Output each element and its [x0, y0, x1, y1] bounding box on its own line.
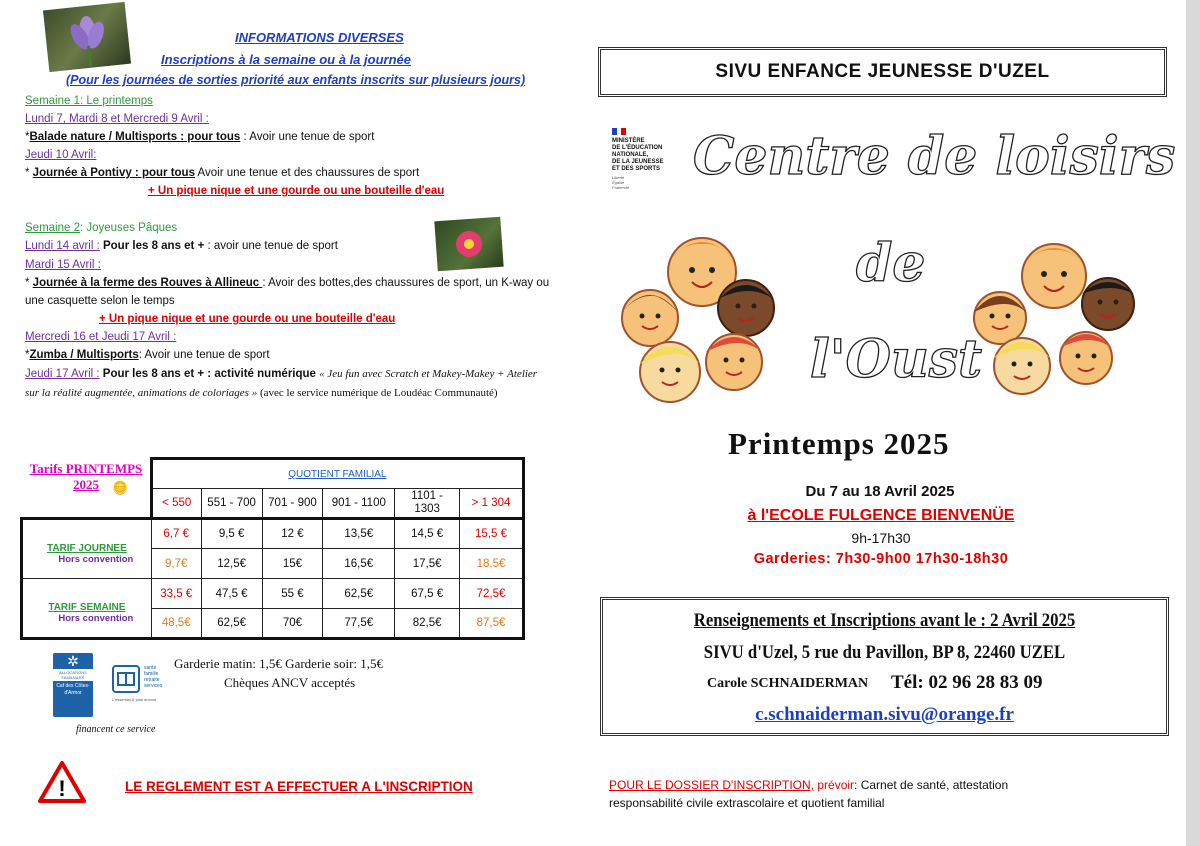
- week1-extra: + Un pique nique et une gourde ou une bouteille d'eau: [148, 185, 445, 197]
- cell: 9,5 €: [201, 519, 262, 549]
- caf-star-icon: ✲: [67, 653, 79, 669]
- crocus-photo: [43, 2, 131, 72]
- cell: 9,7€: [151, 549, 201, 579]
- cell: 15,5 €: [460, 519, 524, 549]
- semaine-hors: Hors convention: [58, 613, 134, 624]
- caf-text2: Caf des Côtes-d'Armor: [56, 683, 90, 696]
- week1-dates2: Jeudi 10 Avril:: [25, 149, 97, 161]
- warning-icon: [38, 760, 86, 804]
- semaine-label: TARIF SEMAINE: [48, 602, 126, 613]
- act2-name: Journée à Pontivy : pour tous: [32, 167, 195, 179]
- cell: 12 €: [262, 519, 323, 549]
- cell: 62,5€: [323, 579, 395, 609]
- d4-italic: « Jeu fun avec Scratch et Makey-Makey + Atelier: [319, 368, 538, 380]
- act1-name: Balade nature / Multisports : pour tous: [29, 131, 241, 143]
- tarif-title: Tarifs PRINTEMPS 2025: [29, 461, 143, 492]
- cell: 72,5€: [460, 579, 524, 609]
- week2-title-prefix: Semaine 2: [25, 222, 80, 234]
- cell: 70€: [262, 609, 323, 639]
- ministry-motto: Liberté: [612, 175, 625, 180]
- rose-photo: [434, 217, 503, 271]
- warning-glyph: !: [58, 776, 66, 801]
- cell: 67,5 €: [395, 579, 460, 609]
- cell: 62,5€: [201, 609, 262, 639]
- cell: 15€: [262, 549, 323, 579]
- cell: 13,5€: [323, 519, 395, 549]
- week2-day4-line2: [25, 386, 498, 401]
- org-title: SIVU ENFANCE JEUNESSE D'UZEL: [715, 61, 1050, 82]
- d1-bold: Pour les 8 ans et +: [99, 240, 208, 252]
- week1-activity2: * Journée à Pontivy : pour tous Avoir une tenue et des chaussures de sport: [25, 167, 420, 179]
- week2-day1: [25, 239, 338, 254]
- header-cell: 551 - 700: [201, 489, 262, 519]
- cell: 87,5€: [460, 609, 524, 639]
- info-line2: SIVU d'Uzel, 5 rue du Pavillon, BP 8, 22460 UZEL: [703, 642, 1066, 663]
- contact-name: Carole SCHNAIDERMAN: [707, 676, 869, 691]
- info-heading: INFORMATIONS DIVERSES: [235, 30, 404, 45]
- msa-text: santé famille retraite services: [144, 665, 163, 689]
- week2-title-suffix: : Joyeuses Pâques: [79, 222, 178, 234]
- info-subheading: Inscriptions à la semaine ou à la journée: [161, 52, 411, 67]
- d4-italic2: sur la réalité augmentée, animations de coloriages »: [25, 387, 258, 399]
- org-title-box: [598, 47, 1167, 97]
- journee-label: TARIF JOURNEE: [46, 543, 127, 554]
- journee-label-cell: [22, 519, 152, 579]
- crocus-flower-icon: [43, 2, 131, 72]
- act1-text: : Avoir une tenue de sport: [240, 131, 375, 143]
- cell: 18,5€: [460, 549, 524, 579]
- cell: 82,5€: [395, 609, 460, 639]
- dossier-prevoir: prévoir: [817, 778, 855, 792]
- farm-name: Journée à la ferme des Rouves à Allineuc: [32, 277, 263, 289]
- kids-circle-left-illustration: [610, 222, 790, 412]
- farm-activity: * Journée à la ferme des Rouves à Allineuc : Avoir des bottes,des chaussures de sport, un K-way ou: [25, 277, 550, 289]
- garderies: Garderies: 7h30-9h00 17h30-18h30: [753, 551, 1009, 567]
- header-cell: 901 - 1100: [323, 489, 395, 519]
- d1-date: Lundi 14 avril :: [25, 240, 100, 252]
- priority-note: (Pour les journées de sorties priorité aux enfants inscrits sur plusieurs jours): [66, 73, 526, 87]
- financent-note: financent ce service: [76, 724, 156, 735]
- dossier-text: : Carnet de santé, attestation: [854, 778, 1009, 792]
- header-cell: 1101 - 1303: [395, 489, 460, 519]
- cell: 77,5€: [323, 609, 395, 639]
- msa-icon: [114, 667, 138, 691]
- email-link[interactable]: c.schnaiderman.sivu@orange.fr: [755, 704, 1014, 725]
- french-flag-icon: [612, 128, 626, 135]
- cell: 55 €: [262, 579, 323, 609]
- cell: 48,5€: [151, 609, 201, 639]
- cell: 6,7 €: [151, 519, 201, 549]
- ministry-line: DE L'ÉDUCATION: [612, 145, 663, 151]
- week2-extra: + Un pique nique et une gourde ou une bouteille d'eau: [99, 313, 396, 325]
- week2-day2: Mardi 15 Avril :: [25, 259, 101, 271]
- caf-text: ALLOCATIONS FAMILIALES: [53, 669, 93, 681]
- week1-dates1: Lundi 7, Mardi 8 et Mercredi 9 Avril :: [25, 113, 209, 125]
- info-box: [600, 597, 1169, 736]
- page-edge: [1186, 0, 1200, 846]
- school: à l'ECOLE FULGENCE BIENVENÜE: [747, 507, 1015, 524]
- farm-text: : Avoir des bottes,des chaussures de sport, un K-way ou: [262, 277, 550, 289]
- header-cell: < 550: [151, 489, 201, 519]
- dates: Du 7 au 18 Avril 2025: [805, 483, 955, 500]
- caf-logo: [53, 653, 93, 717]
- farm-text2: une casquette selon le temps: [25, 295, 175, 307]
- cell: 12,5€: [201, 549, 262, 579]
- dossier-label: POUR LE DOSSIER D'INSCRIPTION,: [609, 778, 814, 792]
- zumba-activity: *Zumba / Multisports: Avoir une tenue de sport: [25, 349, 270, 361]
- garderie-prices: Garderie matin: 1,5€ Garderie soir: 1,5€: [174, 656, 384, 671]
- kids-circle-right-illustration: [962, 232, 1142, 402]
- ministry-line: DE LA JEUNESSE: [612, 159, 664, 165]
- cell: 33,5 €: [151, 579, 201, 609]
- week2-title: [25, 221, 177, 236]
- msa-text2: L'essentiel & plus encore: [112, 697, 157, 702]
- journee-hors: Hors convention: [58, 554, 134, 565]
- centre-title-line3: l'Oust: [810, 329, 983, 390]
- cell: 14,5 €: [395, 519, 460, 549]
- cell: 47,5 €: [201, 579, 262, 609]
- dossier-text2: responsabilité civile extrascolaire et quotient familial: [609, 796, 885, 810]
- msa-logo: [112, 665, 140, 693]
- zumba-text: : Avoir une tenue de sport: [138, 349, 270, 361]
- contact-tel: Tél: 02 96 28 83 09: [891, 672, 1043, 693]
- d1-text: : avoir une tenue de sport: [207, 240, 338, 252]
- ministry-line: NATIONALE,: [612, 152, 649, 158]
- week2-day4: [25, 367, 537, 382]
- cell: 17,5€: [395, 549, 460, 579]
- zumba-name: Zumba / Multisports: [29, 349, 139, 361]
- d4-bold: Pour les 8 ans et + : activité numérique: [99, 368, 320, 380]
- ministry-motto: Égalité: [612, 180, 625, 185]
- rose-flower-icon: [434, 217, 503, 271]
- week2-day3: Mercredi 16 et Jeudi 17 Avril :: [25, 331, 177, 343]
- coin-icon: 🪙: [112, 480, 129, 495]
- semaine-label-cell: [22, 579, 152, 639]
- ministry-line: ET DES SPORTS: [612, 166, 661, 172]
- hours: 9h-17h30: [851, 530, 911, 546]
- week1-title: Semaine 1: Le printemps: [25, 95, 153, 107]
- ministry-line: MINISTÈRE: [612, 138, 645, 144]
- season-title: Printemps 2025: [728, 426, 950, 461]
- header-cell: > 1 304: [460, 489, 524, 519]
- ministry-logo: [612, 128, 682, 190]
- ancv-note: Chèques ANCV acceptés: [224, 675, 356, 690]
- week1-activity1: *Balade nature / Multisports : pour tous : Avoir une tenue de sport: [25, 131, 375, 143]
- d4-date: Jeudi 17 Avril :: [25, 368, 100, 380]
- reglement-note: LE REGLEMENT EST A EFFECTUER A L'INSCRIPTION: [125, 779, 473, 794]
- qf-label: QUOTIENT FAMILIAL: [288, 469, 387, 480]
- cell: 16,5€: [323, 549, 395, 579]
- centre-title-line1: Centre de loisirs: [693, 126, 1176, 187]
- info-line1: Renseignements et Inscriptions avant le : 2 Avril 2025: [693, 610, 1076, 631]
- dossier-note: [609, 776, 1008, 794]
- act2-text: Avoir une tenue et des chaussures de sport: [194, 167, 420, 179]
- ministry-motto: Fraternité: [612, 185, 630, 190]
- centre-title-line2: de: [856, 233, 926, 294]
- header-cell: 701 - 900: [262, 489, 323, 519]
- d4-text: (avec le service numérique de Loudéac Communauté): [257, 387, 498, 399]
